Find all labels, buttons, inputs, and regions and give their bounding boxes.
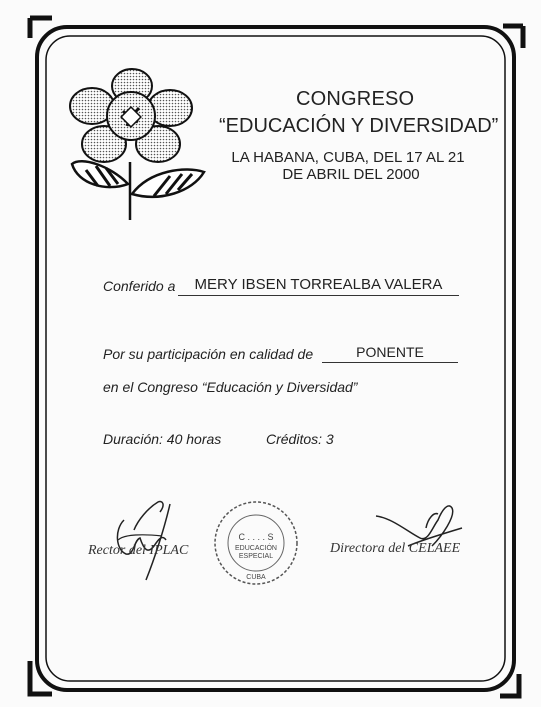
congress-title-line2: “EDUCACIÓN Y DIVERSIDAD” (219, 115, 499, 137)
rector-title: Rector del IPLAC (88, 543, 189, 558)
rector-signature-icon (104, 490, 184, 582)
conferido-label: Conferido a (103, 278, 176, 294)
flower-logo-icon (66, 66, 210, 222)
congress-title-line1: CONGRESO (296, 88, 415, 110)
seal-center-line1: C . . . . S (238, 532, 274, 542)
recipient-name: MERY IBSEN TORREALBA VALERA (178, 276, 459, 296)
seal-center-line2: EDUCACIÓN (234, 545, 277, 552)
credits-text: Créditos: 3 (266, 431, 334, 447)
duration-text: Duración: 40 horas (103, 431, 222, 447)
directora-title: Directora del CELAEE (330, 541, 461, 556)
congress-line: en el Congreso “Educación y Diversidad” (103, 379, 358, 395)
seal-center-line3: ESPECIAL (238, 553, 274, 560)
participation-label: Por su participación en calidad de (103, 346, 314, 362)
event-place-line1: LA HABANA, CUBA, DEL 17 AL 21 (231, 149, 465, 166)
event-place-line2: DE ABRIL DEL 2000 (282, 166, 420, 183)
seal-bottom-text: CUBA (246, 574, 266, 581)
participation-role: PONENTE (322, 344, 458, 363)
